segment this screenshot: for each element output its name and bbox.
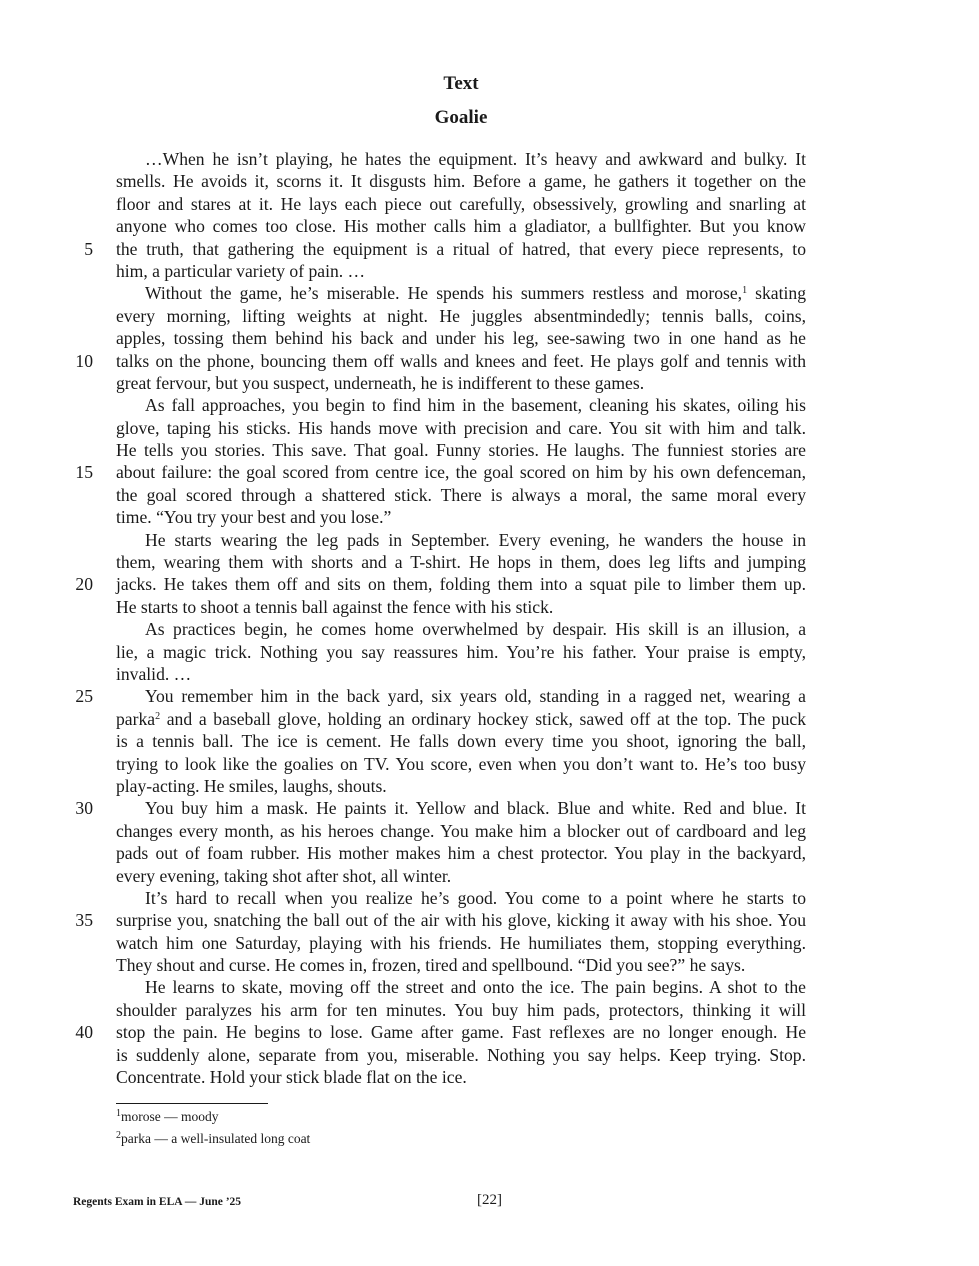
footnote-1 <box>116 1109 219 1125</box>
line-number: 25 <box>75 686 93 707</box>
passage-line <box>0 350 979 372</box>
exam-footer-label: Regents Exam in ELA — June ’25 <box>73 1196 242 1208</box>
line-text: is suddenly alone, separate from you, miserable. Nothing you say helps. Keep trying. Stop. <box>116 1044 806 1065</box>
passage-line <box>0 932 979 954</box>
passage-line <box>0 999 979 1021</box>
passage-line <box>0 1021 979 1043</box>
line-text: him, a particular variety of pain. … <box>116 260 366 281</box>
passage-body <box>0 148 979 1088</box>
line-text: parka$^2$ and a baseball glove, holding an ordinary hockey stick, sawed off at the top. The puck <box>116 708 806 729</box>
passage-line <box>0 865 979 887</box>
passage-line <box>0 394 979 416</box>
line-text: watch him one Saturday, playing with his friends. He humiliates them, stopping everything. <box>116 932 806 953</box>
passage-line <box>0 193 979 215</box>
line-text: pads out of foam rubber. His mother makes him a chest protector. You play in the backyard, <box>116 843 806 864</box>
passage-line <box>0 282 979 304</box>
line-text: You remember him in the back yard, six years old, standing in a ragged net, wearing a <box>145 686 806 707</box>
line-text: great fervour, but you suspect, underneath, he is indifferent to these games. <box>116 372 645 393</box>
line-text: surprise you, snatching the ball out of the air with his glove, kicking it away with his shoe. You <box>116 910 806 931</box>
passage-line <box>0 887 979 909</box>
footnote-number: 2 <box>116 1130 121 1141</box>
passage-line <box>0 573 979 595</box>
footnote-number: 1 <box>116 1108 121 1119</box>
line-text: time. “You try your best and you lose.” <box>116 507 392 528</box>
passage-line <box>0 170 979 192</box>
passage-line <box>0 551 979 573</box>
line-text: stop the pain. He begins to lose. Game after game. Fast reflexes are no longer enough. He <box>116 1022 806 1043</box>
line-text: is a tennis ball. The ice is cement. He falls down every time you shoot, ignoring the ball, <box>116 731 806 752</box>
line-text: …When he isn’t playing, he hates the equipment. It’s heavy and awkward and bulky. It <box>145 149 806 169</box>
passage-line <box>0 797 979 819</box>
passage-line <box>0 238 979 260</box>
line-text: every morning, lifting weights at night. He juggles absentmindedly; tennis balls, coins, <box>116 305 806 326</box>
line-text: invalid. … <box>116 663 192 684</box>
footnote-2 <box>116 1131 310 1147</box>
line-text: He learns to skate, moving off the street and onto the ice. The pain begins. A shot to the <box>145 977 806 998</box>
passage-line <box>0 641 979 663</box>
footnote-marker: 1 <box>742 285 748 297</box>
passage-line <box>0 618 979 640</box>
line-text: apples, tossing them behind his back and under his leg, see-sawing two in one hand as he <box>116 328 806 349</box>
line-number: 5 <box>84 238 93 259</box>
passage-line <box>0 842 979 864</box>
passage-line <box>0 215 979 237</box>
passage-line <box>0 730 979 752</box>
line-text: them, wearing them with shorts and a T-shirt. He hops in them, does leg lifts and jumping <box>116 552 806 573</box>
passage-line <box>0 529 979 551</box>
footnote-text: parka — a well-insulated long coat <box>121 1131 311 1146</box>
line-number: 15 <box>75 462 93 483</box>
line-text: changes every month, as his heroes change. You make him a blocker out of cardboard and leg <box>116 820 806 841</box>
line-text: about failure: the goal scored from centre ice, the goal scored on him by his own defenceman, <box>116 462 806 483</box>
line-text: smells. He avoids it, scorns it. It disgusts him. Before a game, he gathers it together on the <box>116 171 806 192</box>
passage-line <box>0 954 979 976</box>
passage-line <box>0 909 979 931</box>
line-text: Concentrate. Hold your stick blade flat on the ice. <box>116 1067 467 1088</box>
passage-title: Goalie <box>434 107 488 128</box>
passage-line <box>0 372 979 394</box>
line-text: every evening, taking shot after shot, all winter. <box>116 865 452 886</box>
line-number: 35 <box>75 910 93 931</box>
passage-line <box>0 820 979 842</box>
passage-line <box>0 260 979 282</box>
line-text: play-acting. He smiles, laughs, shouts. <box>116 775 387 796</box>
line-text: He starts to shoot a tennis ball against the fence with his stick. <box>116 596 554 617</box>
passage-line <box>0 439 979 461</box>
line-text: It’s hard to recall when you realize he’s good. You come to a point where he starts to <box>145 887 806 908</box>
line-text: the goal scored through a shattered stick. There is always a moral, the same moral every <box>116 484 806 505</box>
line-text: anyone who comes too close. His mother calls him a gladiator, a bullfighter. But you know <box>116 216 806 237</box>
line-number: 20 <box>75 574 93 595</box>
line-number: 10 <box>75 350 93 371</box>
line-text: He starts wearing the leg pads in September. Every evening, he wanders the house in <box>145 529 806 550</box>
footnote-marker: 2 <box>155 710 161 722</box>
passage-line <box>0 305 979 327</box>
passage-line <box>0 1066 979 1088</box>
footnote-divider <box>116 1103 268 1104</box>
passage-line <box>0 506 979 528</box>
line-text: He tells you stories. This save. That goal. Funny stories. He laughs. The funniest stories are <box>116 440 806 461</box>
passage-line <box>0 461 979 483</box>
line-text: the truth, that gathering the equipment is a ritual of hatred, that every piece represents, to <box>116 238 806 259</box>
line-text: jacks. He takes them off and sits on them, folding them into a squat pile to limber them up. <box>116 574 806 595</box>
line-text: You buy him a mask. He paints it. Yellow and black. Blue and white. Red and blue. It <box>145 798 806 819</box>
passage-line <box>0 663 979 685</box>
passage-line <box>0 484 979 506</box>
line-text: floor and stares at it. He lays each piece out carefully, obsessively, growling and snarling at <box>116 193 806 214</box>
section-label: Text <box>443 73 479 94</box>
footnote-text: morose — moody <box>121 1109 219 1124</box>
line-text: lie, a magic trick. Nothing you say reassures him. You’re his father. Your praise is empty, <box>116 641 806 662</box>
passage-line <box>0 596 979 618</box>
passage-line <box>0 753 979 775</box>
line-text: Without the game, he’s miserable. He spends his summers restless and morose,$^1$ skating <box>145 283 806 304</box>
line-text: glove, taping his sticks. His hands move with precision and care. You sit with him and talk. <box>116 417 806 438</box>
passage-line <box>0 148 979 170</box>
line-text: talks on the phone, bouncing them off walls and knees and feet. He plays golf and tennis with <box>116 350 806 371</box>
line-number: 40 <box>75 1022 93 1043</box>
passage-line <box>0 417 979 439</box>
line-text: As practices begin, he comes home overwhelmed by despair. His skill is an illusion, a <box>145 619 806 640</box>
page-number: [22] <box>477 1192 502 1208</box>
passage-line <box>0 685 979 707</box>
line-text: They shout and curse. He comes in, frozen, tired and spellbound. “Did you see?” he says. <box>116 955 746 976</box>
passage-line <box>0 1044 979 1066</box>
passage-line <box>0 976 979 998</box>
line-text: trying to look like the goalies on TV. You score, even when you don’t want to. He’s too busy <box>116 753 806 774</box>
line-text: As fall approaches, you begin to find him in the basement, cleaning his skates, oiling his <box>145 395 806 416</box>
passage-line <box>0 327 979 349</box>
passage-line <box>0 708 979 730</box>
line-text: shoulder paralyzes his arm for ten minutes. You buy him pads, protectors, thinking it will <box>116 999 806 1020</box>
passage-line <box>0 775 979 797</box>
line-number: 30 <box>75 798 93 819</box>
